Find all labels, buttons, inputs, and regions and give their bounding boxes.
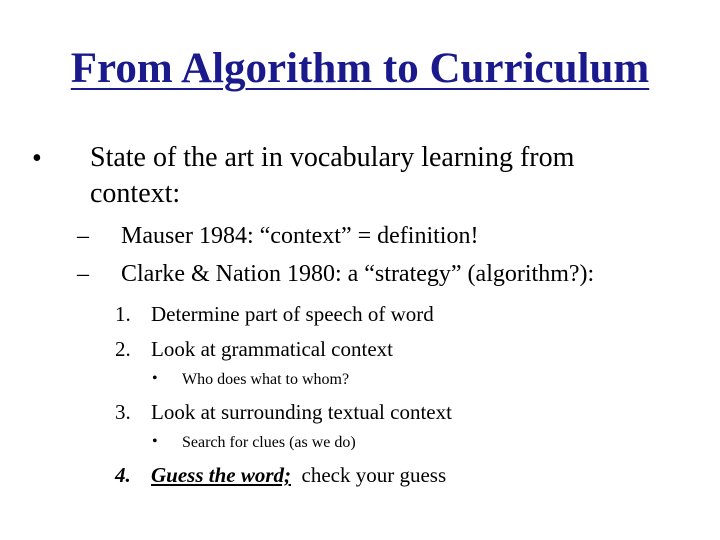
step-number-3: 3. [115, 400, 131, 424]
step-number-2: 2. [115, 337, 131, 361]
bullet-marker: • [32, 143, 42, 174]
sub-text-clarke-nation: Clarke & Nation 1980: a “strategy” (algorithm?): [121, 261, 595, 287]
slide-title: From Algorithm to Curriculum [70, 45, 650, 92]
step-text-2: Look at grammatical context [151, 337, 393, 361]
step-text-3: Look at surrounding textual context [151, 400, 452, 424]
sub-marker-1: – [77, 223, 89, 249]
check-guess-text: check your guess [291, 463, 447, 487]
bullet-text-line2: context: [90, 178, 181, 209]
step-text-1: Determine part of speech of word [151, 302, 434, 326]
step-text-4 [151, 463, 446, 488]
subbullet-marker-2: • [152, 433, 158, 450]
bullet-text-line1: State of the art in vocabulary learning from [90, 142, 575, 173]
sub-text-mauser: Mauser 1984: “context” = definition! [121, 223, 479, 249]
step-number-4: 4. [115, 463, 131, 487]
subbullet-text-search: Search for clues (as we do) [182, 434, 356, 451]
subbullet-text-who: Who does what to whom? [182, 371, 350, 388]
subbullet-marker-1: • [152, 370, 158, 387]
step-number-1: 1. [115, 302, 131, 326]
sub-marker-2: – [77, 261, 89, 287]
guess-the-word-emphasis: Guess the word; [151, 463, 292, 487]
